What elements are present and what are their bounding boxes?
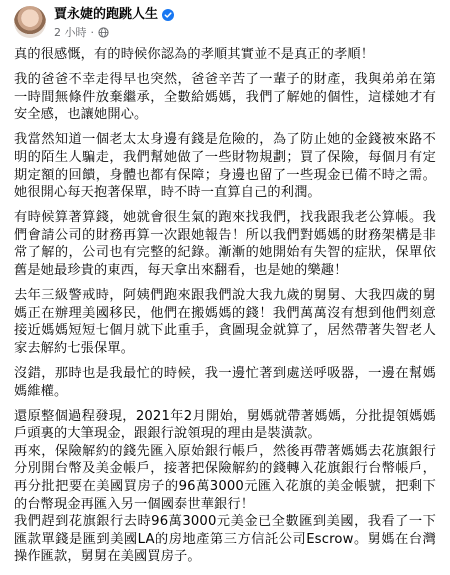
verified-badge-icon [162,9,174,21]
globe-icon[interactable] [98,27,109,38]
post-paragraph: 真的很感慨，有的時候你認為的孝順其實並不是真正的孝順！ [14,47,375,62]
post-paragraph: 還原整個過程發現，2021年2月開始，舅媽就帶著媽媽，分批提領媽媽戶頭裏的大筆現金，跟銀行說領現的理由是裝潢款。 再來，保險解約的錢先匯入原始銀行帳戶，然後再帶著媽媽去花旗銀行分別開台幣及美金帳戶，接著把保險解約的錢轉入花旗銀行台幣帳戶，再分批把要在美國買房子的96萬3000元匯入花旗的美金帳號，把剩下的台幣現金再匯入另一個國泰世華銀行！ 我們趕到花旗銀行去時96萬3000元美金已全數匯到美國，我看了一下匯款單錢是匯到美國LA的房地產第三方信託公司Escrow。舅媽在台灣操作匯款，舅舅在美國買房子。 [14,408,436,565]
author-name[interactable]: 賈永婕的跑跳人生 [54,6,159,22]
subline-separator: · [90,25,94,39]
post-paragraph: 我當然知道一個老太太身邊有錢是危險的，為了防止她的金錢被來路不明的陌生人騙走，我們幫她做了一些財物規劃；買了保險，每個月有定期定額的回饋，身體也都有保障；身邊也留了一些現金已備不時之需。她很開心每天抱著保單，時不時一直算自己的利潤。 [14,132,436,201]
author-row [54,6,174,23]
post-timestamp[interactable]: 2 小時 [54,26,87,39]
post-paragraph: 有時候算著算錢，她就會很生氣的跑來找我們，找我跟我老公算帳。我們會請公司的財務再算一次跟她報告！所以我們對媽媽的財務架構是非常了解的，公司也有完整的紀錄。漸漸的她開始有失智的症狀，保單依舊是她最珍貴的東西，每天拿出來翻看，也是她的樂趣！ [14,210,436,279]
post-body [0,44,450,566]
author-avatar[interactable] [14,6,46,38]
post-paragraph: 沒錯，那時也是我最忙的時候，我一邊忙著到處送呼吸器，一邊在幫媽媽維權。 [14,366,436,399]
post-meta [54,6,174,39]
post-paragraph: 去年三級警戒時，阿姨們跑來跟我們說大我九歲的舅舅、大我四歲的舅媽正在辦理美國移民，他們在搬媽媽的錢！我們萬萬沒有想到他們刻意接近媽媽短短七個月就下此重手，貪圖現金就算了，居然帶著失智老人家去解約七張保單。 [14,288,436,356]
post-subline [54,25,174,39]
post-header [0,0,450,44]
post-paragraph: 我的爸爸不幸走得早也突然，爸爸辛苦了一輩子的財產，我與弟弟在第一時間無條件放棄繼承，全數給媽媽，我們了解她的個性，這樣她才有安全感，也讓她開心。 [14,72,436,123]
